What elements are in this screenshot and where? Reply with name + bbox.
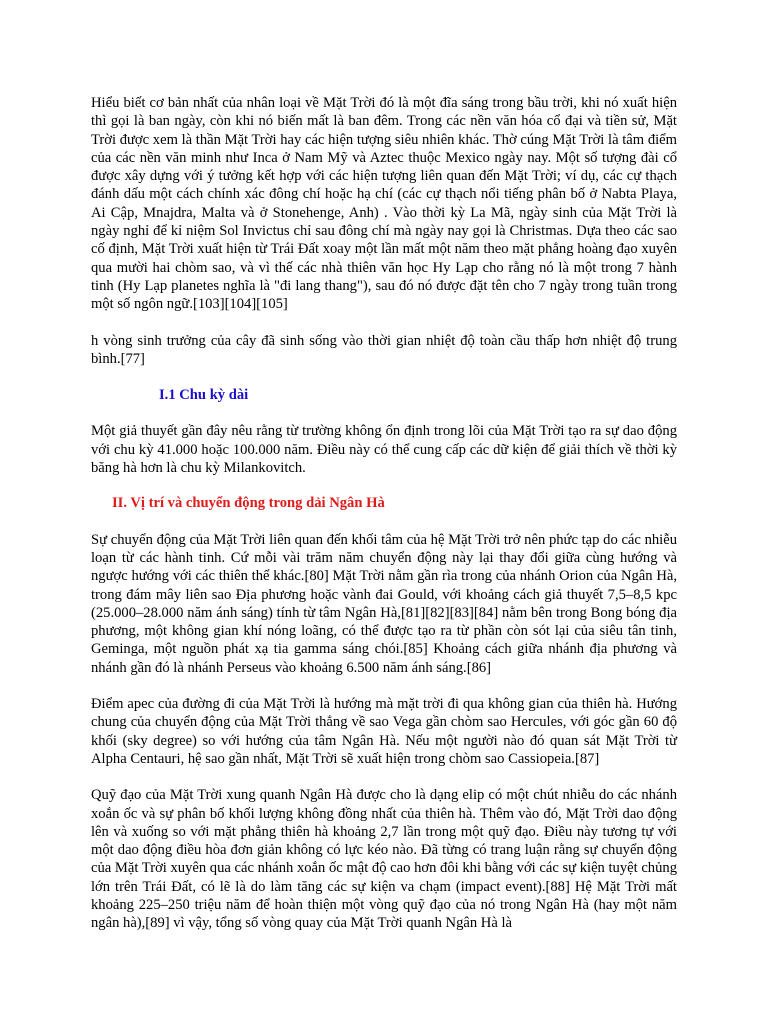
paragraph-tree-rings: h vòng sinh trưởng của cây đã sinh sống vào thời gian nhiệt độ toàn cầu thấp hơn nhiệt độ trung bình.[77] — [91, 332, 677, 367]
paragraph-solar-apex: Điểm apec của đường đi của Mặt Trời là hướng mà mặt trời đi qua không gian của thiên hà. Hướng chung của chuyển động của Mặt Trời thẳng về sao Vega gần chòm sao Hercules, với góc gần 60 độ khối (sky degree) so với hướng của tâm Ngân Hà. Nếu một người nào đó quan sát Mặt Trời từ Alpha Centauri, hệ sao gần nhất, Mặt Trời sẽ xuất hiện trong chòm sao Cassiopeia.[87] — [91, 696, 677, 767]
heading-galactic-position: II. Vị trí và chuyển động trong dải Ngân Hà — [112, 495, 385, 512]
document-page — [91, 94, 677, 933]
paragraph-barycenter-motion: Sự chuyển động của Mặt Trời liên quan đến khối tâm của hệ Mặt Trời trở nên phức tạp do các nhiễu loạn từ các hành tinh. Cứ mỗi vài trăm năm chuyển động này lại thay đổi giữa cùng hướng và ngược hướng với các thiên thể khác.[80] Mặt Trời nằm gần rìa trong của nhánh Orion của Ngân Hà, trong đám mây liên sao Địa phương hoặc vành đai Gould, với khoảng cách giả thuyết 7,5–8,5 kpc (25.000–28.000 năm ánh sáng) tính từ tâm Ngân Hà,[81][82][83][84] nằm bên trong Bong bóng địa phương, một không gian khí nóng loãng, có thể được tạo ra từ phần còn sót lại của siêu tân tinh, Geminga, một nguồn phát xạ tia gamma sáng chói.[85] Khoảng cách giữa nhánh địa phương và nhánh gần đó là nhánh Perseus vào khoảng 6.500 năm ánh sáng.[86] — [91, 531, 677, 676]
heading-long-cycle: I.1 Chu kỳ dài — [159, 387, 249, 404]
paragraph-galactic-orbit: Quỹ đạo của Mặt Trời xung quanh Ngân Hà được cho là dạng elip có một chút nhiễu do các nhánh xoắn ốc và sự phân bố khối lượng không đồng nhất của thiên hà. Thêm vào đó, Mặt Trời dao động lên và xuống so với mặt phẳng thiên hà khoảng 2,7 lần trong một quỹ đạo. Điều này tương tự với một dao động điều hòa đơn giản không có lực kéo nào. Đã từng có trang luận rằng sự chuyển động của Mặt Trời xuyên qua các nhánh xoắn ốc mật độ cao hơn đôi khi bằng với các sự kiện tuyệt chủng lớn trên Trái Đất, có lẽ là do làm tăng các sự kiện va chạm (impact event).[88] Hệ Mặt Trời mất khoảng 225–250 triệu năm để hoàn thiện một vòng quỹ đạo của nó trong Ngân Hà (hay một năm ngân hà),[89] vì vậy, tổng số vòng quay của Mặt Trời quanh Ngân Hà là — [91, 787, 677, 932]
paragraph-sun-in-culture: Hiểu biết cơ bản nhất của nhân loại về Mặt Trời đó là một đĩa sáng trong bầu trời, khi nó xuất hiện thì gọi là ban ngày, còn khi nó biến mất là ban đêm. Trong các nền văn hóa cổ đại và tiền sử, Mặt Trời được xem là thần Mặt Trời hay các hiện tượng siêu nhiên khác. Thờ cúng Mặt Trời là tâm điểm của các nền văn minh như Inca ở Nam Mỹ và Aztec thuộc Mexico ngày nay. Một số tượng đài cổ được xây dựng với ý tưởng kết hợp với các hiện tượng liên quan đến Mặt Trời; ví dụ, các cự thạch đánh dấu một cách chính xác đông chí hoặc hạ chí (các cự thạch nổi tiếng phân bố ở Nabta Playa, Ai Cập, Mnajdra, Malta và ở Stonehenge, Anh) . Vào thời kỳ La Mã, ngày sinh của Mặt Trời là ngày nghỉ để kỉ niệm Sol Invictus chỉ sau đông chí mà ngày nay gọi là Christmas. Dựa theo các sao cố định, Mặt Trời xuất hiện từ Trái Đất xoay một lần mất một năm theo mặt phẳng hoàng đạo xuyên qua mười hai chòm sao, và vì thế các nhà thiên văn học Hy Lạp cho rằng nó là một trong 7 hành tinh (Hy Lạp planetes nghĩa là "đi lang thang"), sau đó nó được đặt tên cho 7 ngày trong tuần trong một số ngôn ngữ.[103][104][105] — [91, 95, 677, 313]
paragraph-magnetic-hypothesis: Một giả thuyết gần đây nêu rằng từ trường không ổn định trong lõi của Mặt Trời tạo ra sự dao động với chu kỳ 41.000 hoặc 100.000 năm. Điều này có thể cung cấp các dữ kiện để giải thích về thời kỳ băng hà hơn là chu kỳ Milankovitch. — [91, 423, 677, 477]
